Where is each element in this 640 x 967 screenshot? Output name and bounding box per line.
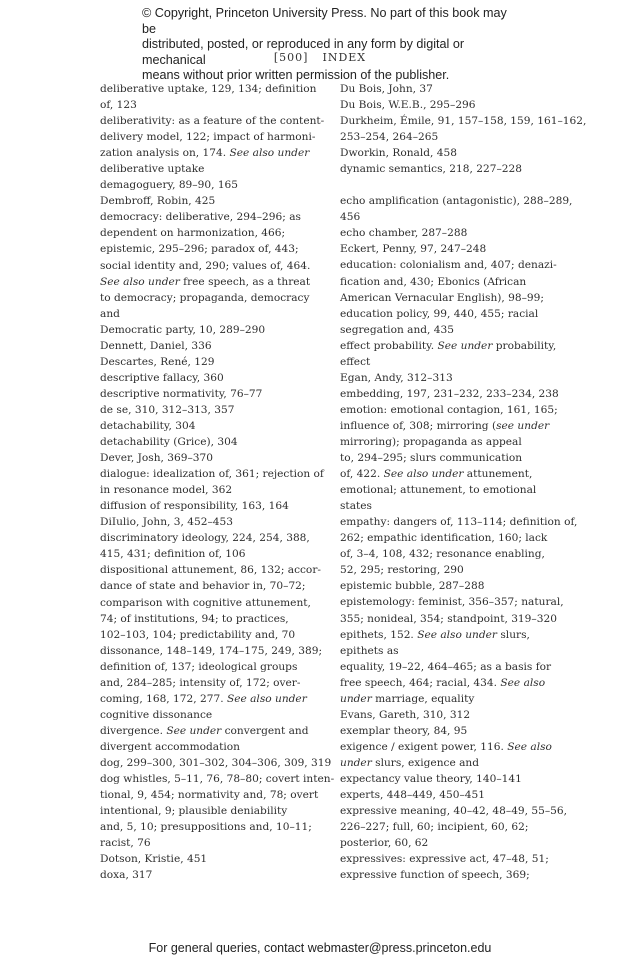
index-entry [340,627,562,659]
index-entry-line: in resonance model, 362 [100,484,233,497]
index-entry [100,177,322,193]
index-entry-line: experts, 448–449, 450–451 [340,789,485,802]
index-entry-line: cognitive dissonance [100,708,213,721]
index-entry-line: Du Bois, W.E.B., 295–296 [340,99,476,112]
index-entry-line: Evans, Gareth, 310, 312 [340,708,471,721]
index-entry-line: divergent accommodation [100,740,240,753]
index-entry-line: dispositional attunement, 86, 132; accor- [100,564,321,577]
index-entry-line: zation analysis on, 174. See also under [100,147,310,160]
index-entry-line: echo chamber, 287–288 [340,227,468,240]
cross-reference: see under [496,419,550,432]
index-entry-line: diffusion of responsibility, 163, 164 [100,500,289,513]
index-entry-line: 102–103, 104; predictability and, 70 [100,628,296,641]
index-entry-line: dynamic semantics, 218, 227–228 [340,163,522,176]
index-entry-line: Du Bois, John, 37 [340,83,433,95]
index-entry-line: 355; nonideal, 354; standpoint, 319–320 [340,612,557,625]
index-entry [340,225,562,241]
index-entry [100,867,322,883]
index-entry-line: 262; empathic identification, 160; lack [340,532,548,545]
index-entry-line: dependent on harmonization, 466; [100,227,286,240]
index-entry-line: of, 123 [100,99,137,112]
index-entry-line: social identity and, 290; values of, 464. [100,259,311,272]
index-entry-line: epistemology: feminist, 356–357; natural, [340,596,564,609]
index-entry [100,81,322,113]
index-entry-line: discriminatory ideology, 224, 254, 388, [100,532,310,545]
copyright-line: distributed, posted, or reproduced in any form by digital or mechanical [142,37,465,67]
page-number: [500] [273,51,309,64]
index-entry-line: 74; of institutions, 94; to practices, [100,612,289,625]
cross-reference: See also [500,676,546,689]
index-entry-line: Dever, Josh, 369–370 [100,452,214,465]
index-entry-line: under slurs, exigence and [340,756,480,769]
index-entry-line: descriptive normativity, 76–77 [100,387,263,400]
index-entry [100,418,322,434]
index-entry-line: intentional, 9; plausible deniability [100,805,288,818]
index-entry-line: Dembroff, Robin, 425 [100,195,216,208]
index-entry [100,530,322,562]
index-entry-line: deliberative uptake [100,163,205,176]
index-entry [100,386,322,402]
index-entry-line: dialogue: idealization of, 361; rejection of [100,468,324,481]
cross-reference: See under [437,339,493,352]
index-entry-line: under marriage, equality [340,692,475,705]
index-entry-line: epithets, 152. See also under slurs, [340,628,530,641]
index-entry-line: detachability (Grice), 304 [100,436,238,449]
index-entry [340,241,562,257]
index-entry [340,659,562,707]
index-entry-line: racist, 76 [100,837,151,850]
index-entry-line: Eckert, Penny, 97, 247–248 [340,243,487,256]
index-entry-line: influence of, 308; mirroring (see under [340,419,550,432]
index-entry-line: Dotson, Kristie, 451 [100,853,208,866]
index-entry-line: epistemic bubble, 287–288 [340,580,485,593]
index-entry [340,594,562,626]
index-entry-line: democracy: deliberative, 294–296; as [100,211,301,224]
index-entry-line: definition of, 137; ideological groups [100,660,298,673]
cross-reference: See also under [383,468,464,481]
index-entry-line: effect [340,355,371,368]
index-entry-line: to democracy; propaganda, democracy [100,291,310,304]
index-entry-line: free speech, 464; racial, 434. See also [340,676,546,689]
index-entry [340,851,562,883]
index-entry [340,97,562,113]
index-entry-line: mirroring); propaganda as appeal [340,435,522,448]
index-entry-line: Dworkin, Ronald, 458 [340,147,457,160]
index-entry-line: exemplar theory, 84, 95 [340,724,468,737]
index-entry [340,771,562,787]
index-entry-line: and [100,307,120,320]
index-entry-line: education: colonialism and, 407; denazi- [340,259,557,272]
index-entry [340,81,562,97]
index-entry-line: Democratic party, 10, 289–290 [100,323,266,336]
index-entry-line: dance of state and behavior in, 70–72; [100,580,306,593]
index-entry-line: emotion: emotional contagion, 161, 165; [340,403,558,416]
index-entry [340,707,562,723]
index-entry-line: detachability, 304 [100,419,196,432]
index-entry [340,338,562,370]
index-entry-line: of, 422. See also under attunement, [340,468,533,481]
index-entry-line: fication and, 430; Ebonics (African [340,275,527,288]
cross-reference: under [340,692,372,705]
index-entry-line: expectancy value theory, 140–141 [340,772,522,785]
index-entry [100,723,322,755]
section-title: INDEX [322,51,367,64]
index-entry-line: 52, 295; restoring, 290 [340,564,464,577]
index-entry-line: of, 3–4, 108, 432; resonance enabling, [340,548,545,561]
index-entry-line: DiIulio, John, 3, 452–453 [100,516,233,529]
index-entry [340,723,562,739]
index-entry-line: exigence / exigent power, 116. See also [340,740,552,753]
index-entry-line: posterior, 60, 62 [340,837,429,850]
index-entry [100,643,322,723]
cross-reference: See also [507,740,552,753]
index-entry [100,466,322,498]
index-entry-line: 253–254, 264–265 [340,131,439,144]
index-entry [100,562,322,642]
index-entry [340,145,562,161]
index-entry [100,354,322,370]
letter-group-gap [340,177,562,193]
index-entry-line: equality, 19–22, 464–465; as a basis for [340,660,552,673]
index-entry-line: descriptive fallacy, 360 [100,371,224,384]
index-entry-line: Durkheim, Émile, 91, 157–158, 159, 161–162, [340,115,587,128]
index-entry [340,161,562,177]
cross-reference: See also under [417,628,497,641]
index-entry [100,450,322,466]
index-entry [100,338,322,354]
index-entry-line: epistemic, 295–296; paradox of, 443; [100,243,299,256]
running-head [0,51,640,64]
index-entry [340,514,578,578]
index-entry-line: deliberative uptake, 129, 134; definition [100,83,317,95]
index-entry-line: doxa, 317 [100,869,153,882]
index-entry-line: 226–227; full, 60; incipient, 60, 62; [340,821,529,834]
index-entry [340,402,562,514]
index-entry [340,370,562,386]
index-entry-line: Descartes, René, 129 [100,355,215,368]
index-entry-line: epithets as [340,644,399,657]
index-entry [100,113,325,177]
index-entry-line: de se, 310, 312–313, 357 [100,403,235,416]
index-entry [340,578,562,594]
cross-reference: See also under [226,692,307,705]
index-entry-line: 456 [340,211,361,224]
index-entry [340,787,562,803]
index-entry-line: and, 5, 10; presuppositions and, 10–11; [100,821,312,834]
index-entry-line: Dennett, Daniel, 336 [100,339,212,352]
index-entry-line: to, 294–295; slurs communication [340,452,523,465]
index-entry-line: tional, 9, 454; normativity and, 78; overt [100,789,319,802]
index-entry-line: American Vernacular English), 98–99; [340,291,544,304]
index-entry [340,386,562,402]
index-entry-line: embedding, 197, 231–232, 233–234, 238 [340,387,559,400]
index-entry-line: coming, 168, 172, 277. See also under [100,692,307,705]
index-column-left [100,81,335,883]
index-entry [100,322,322,338]
index-entry-line: 415, 431; definition of, 106 [100,548,246,561]
index-entry-line: dog whistles, 5–11, 76, 78–80; covert inten- [100,773,335,786]
index-entry [100,370,322,386]
index-entry-line: expressive function of speech, 369; [340,869,530,882]
index-entry [100,498,322,514]
index-entry [100,755,332,771]
cross-reference: See also under [100,275,180,288]
index-entry-line: dog, 299–300, 301–302, 304–306, 309, 319 [100,756,332,769]
index-entry-line: segregation and, 435 [340,323,455,336]
copyright-line: © Copyright, Princeton University Press. No part of this book may be [142,6,507,36]
cross-reference: See also under [229,147,310,160]
cross-reference: under [340,756,372,769]
index-entry [100,434,322,450]
index-entry-line: echo amplification (antagonistic), 288–289, [340,195,573,208]
index-entry-line: and, 284–285; intensity of, 172; over- [100,676,301,689]
index-entry-line: expressives: expressive act, 47–48, 51; [340,853,549,866]
index-entry [340,193,573,225]
index-entry-line: dissonance, 148–149, 174–175, 249, 389; [100,644,323,657]
index-entry-line: expressive meaning, 40–42, 48–49, 55–56, [340,805,568,818]
copyright-notice [142,6,522,84]
index-entry-line: deliberativity: as a feature of the content- [100,115,325,128]
index-entry [340,739,562,771]
index-entry-line: effect probability. See under probability, [340,339,557,352]
index-entry-line: Egan, Andy, 312–313 [340,371,453,384]
index-entry [100,193,322,209]
index-entry-line: delivery model, 122; impact of harmoni- [100,131,316,144]
index-entry-line: states [340,500,372,513]
index-entry [340,257,562,337]
copyright-line: means without prior written permission of the publisher. [142,68,450,82]
footer-contact: For general queries, contact webmaster@press.princeton.edu [148,941,492,955]
index-entry-line: demagoguery, 89–90, 165 [100,179,239,192]
index-entry [100,209,322,321]
index-entry-line: education policy, 99, 440, 455; racial [340,307,539,320]
index-entry [100,402,322,418]
cross-reference: See under [166,724,222,737]
index-entry-line: divergence. See under convergent and [100,724,309,737]
index-entry [100,851,322,867]
index-entry [340,803,568,851]
index-entry-line: empathy: dangers of, 113–114; definition of, [340,516,578,529]
index-column-right [340,81,587,883]
index-entry [100,771,335,851]
index-entry [340,113,587,145]
index-entry-line: comparison with cognitive attunement, [100,596,311,609]
index-entry [100,514,322,530]
index-entry-line: emotional; attunement, to emotional [340,484,537,497]
index-entry-line: See also under free speech, as a threat [100,275,311,288]
